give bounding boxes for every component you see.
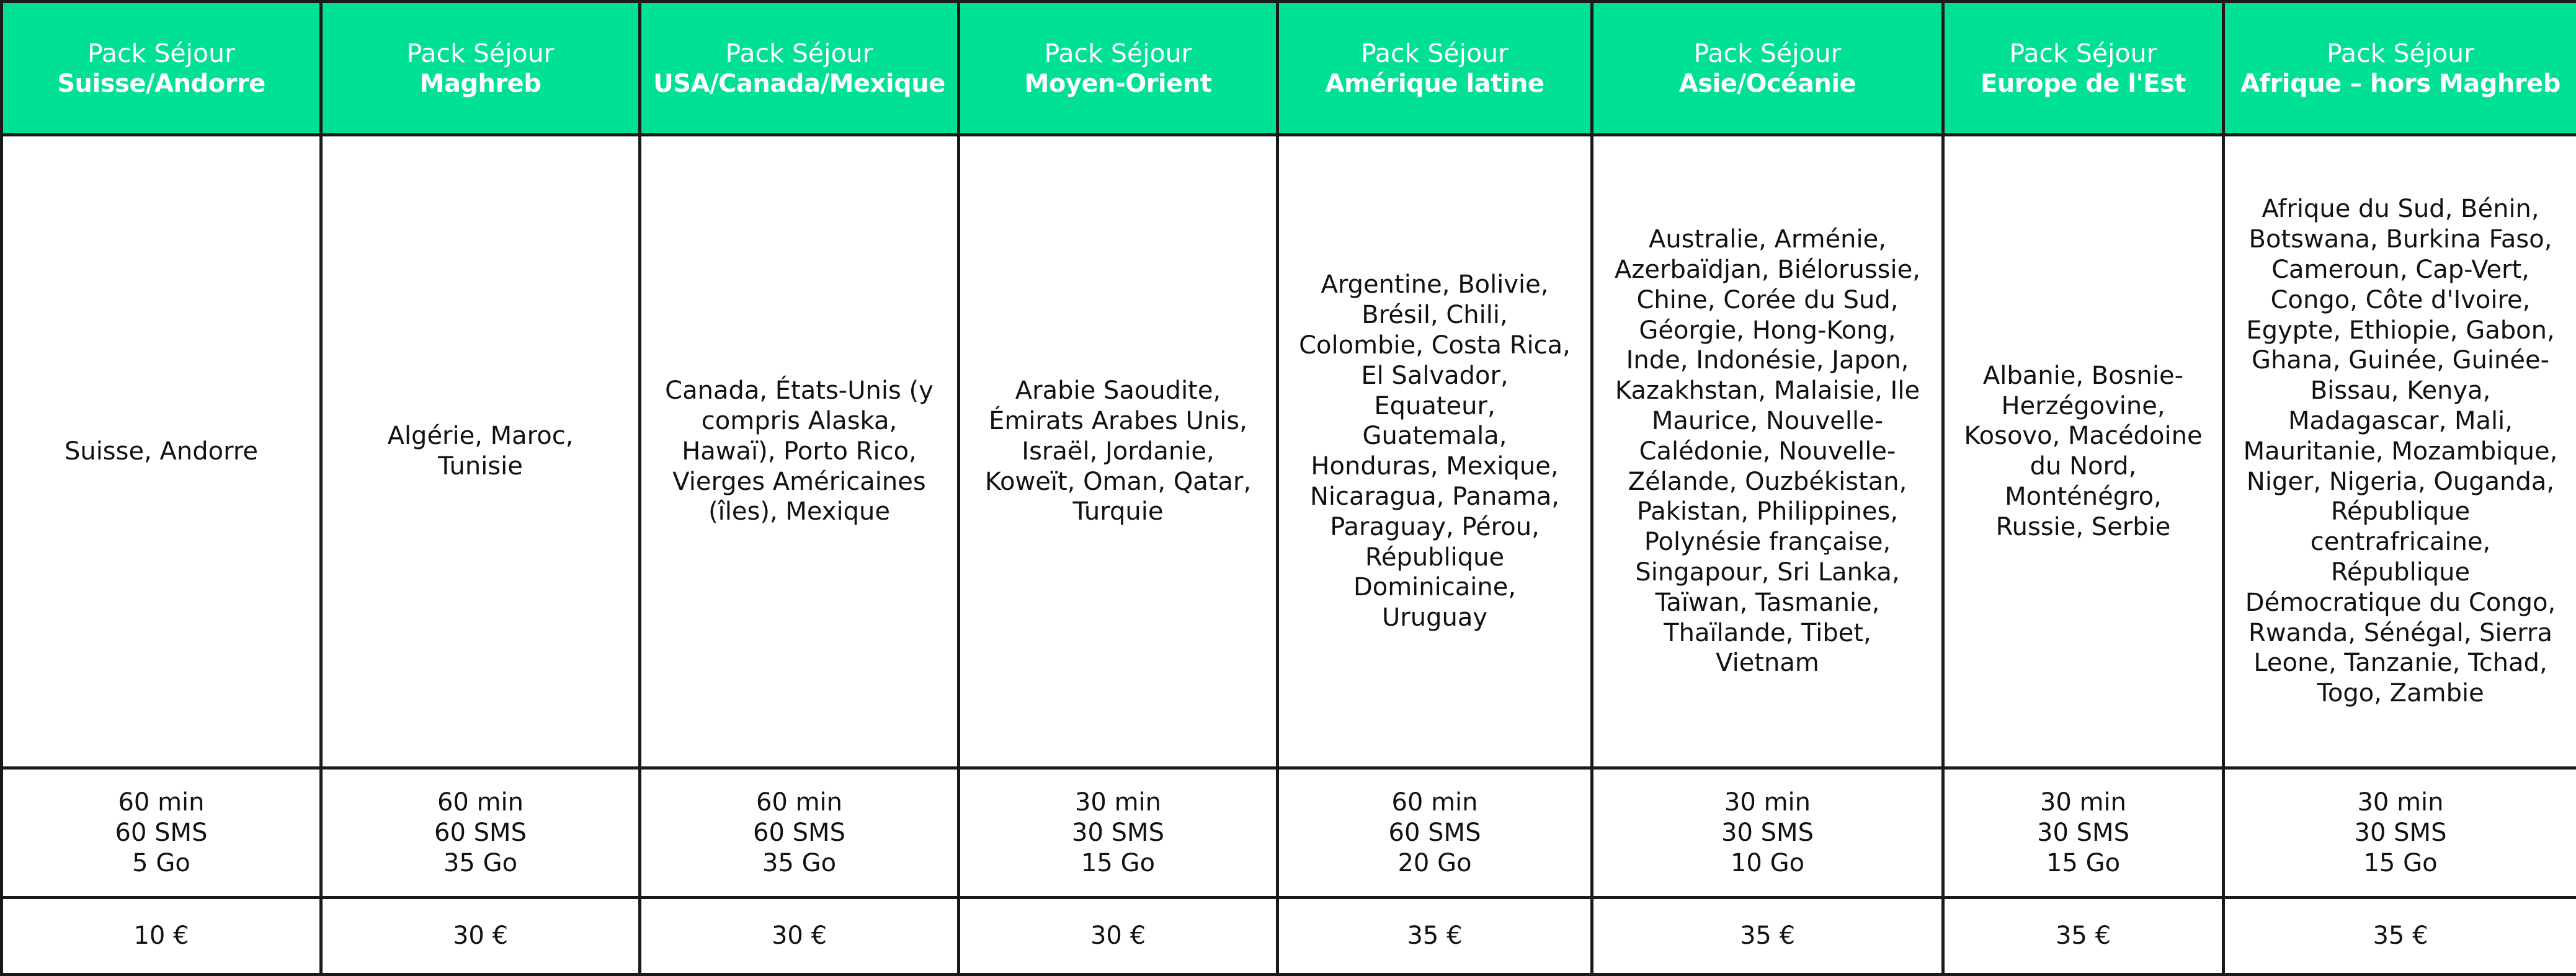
pack-region: USA/Canada/Mexique — [653, 69, 945, 98]
minutes-value: 60 min — [755, 787, 843, 817]
pack-header-suisse-andorre — [2, 2, 321, 135]
pack-region: Amérique latine — [1325, 69, 1544, 98]
data-value: 5 Go — [132, 848, 190, 877]
data-value: 35 Go — [443, 848, 518, 877]
sms-value: 60 SMS — [115, 818, 208, 847]
price-cell: 35 € — [1943, 897, 2224, 974]
countries-row — [2, 135, 2576, 768]
minutes-value: 30 min — [1074, 787, 1162, 817]
pack-header-afrique-hors-maghreb — [2224, 2, 2576, 135]
allowance-cell — [2, 768, 321, 898]
allowance-cell — [2224, 768, 2576, 898]
pack-region: Europe de l'Est — [1980, 69, 2186, 98]
countries-cell: Australie, Arménie, Azerbaïdjan, Biélorussie, Chine, Corée du Sud, Géorgie, Hong-Kong, Inde, Indonésie, Japon, Kazakhstan, Malaisie, Ile Maurice, Nouvelle-Calédonie, Nouvelle-Zélande, Ouzbékistan, Pakistan, Philippines, Polynésie française, Singapour, Sri Lanka, Taïwan, Tasmanie, Thaïlande, Tibet, Vietnam — [1592, 135, 1943, 768]
countries-cell: Argentine, Bolivie, Brésil, Chili, Colombie, Costa Rica, El Salvador, Equateur, Guatemala, Honduras, Mexique, Nicaragua, Panama, Paraguay, Pérou, République Dominicaine, Uruguay — [1278, 135, 1592, 768]
pack-label: Pack Séjour — [1361, 38, 1509, 68]
sms-value: 60 SMS — [1388, 818, 1481, 847]
allowance-row — [2, 768, 2576, 898]
minutes-value: 30 min — [2357, 787, 2444, 817]
pack-region: Maghreb — [419, 69, 541, 98]
price-cell: 30 € — [640, 897, 959, 974]
sms-value: 60 SMS — [434, 818, 527, 847]
price-cell: 35 € — [2224, 897, 2576, 974]
price-row — [2, 897, 2576, 974]
price-cell: 30 € — [959, 897, 1278, 974]
data-value: 15 Go — [1081, 848, 1156, 877]
countries-cell: Canada, États-Unis (y compris Alaska, Hawaï), Porto Rico, Vierges Américaines (îles), Mexique — [640, 135, 959, 768]
price-cell: 10 € — [2, 897, 321, 974]
pack-region: Moyen-Orient — [1024, 69, 1212, 98]
countries-cell: Albanie, Bosnie-Herzégovine, Kosovo, Macédoine du Nord, Monténégro, Russie, Serbie — [1943, 135, 2224, 768]
allowance-cell — [1278, 768, 1592, 898]
data-value: 35 Go — [762, 848, 837, 877]
price-cell: 30 € — [321, 897, 640, 974]
sms-value: 30 SMS — [2354, 818, 2447, 847]
pack-label: Pack Séjour — [1693, 38, 1842, 68]
minutes-value: 60 min — [1391, 787, 1478, 817]
pack-header-asie-oceanie — [1592, 2, 1943, 135]
price-cell: 35 € — [1592, 897, 1943, 974]
pack-header-europe-est — [1943, 2, 2224, 135]
allowance-cell — [1592, 768, 1943, 898]
sms-value: 30 SMS — [2037, 818, 2129, 847]
pack-region: Afrique – hors Maghreb — [2240, 69, 2560, 98]
countries-cell: Algérie, Maroc, Tunisie — [321, 135, 640, 768]
minutes-value: 30 min — [2039, 787, 2127, 817]
price-cell: 35 € — [1278, 897, 1592, 974]
pack-label: Pack Séjour — [2009, 38, 2157, 68]
allowance-cell — [1943, 768, 2224, 898]
data-value: 15 Go — [2046, 848, 2121, 877]
allowance-cell — [321, 768, 640, 898]
sms-value: 30 SMS — [1072, 818, 1164, 847]
data-value: 10 Go — [1730, 848, 1805, 877]
countries-cell: Suisse, Andorre — [2, 135, 321, 768]
pack-header-maghreb — [321, 2, 640, 135]
pack-label: Pack Séjour — [725, 38, 873, 68]
sms-value: 30 SMS — [1721, 818, 1814, 847]
minutes-value: 30 min — [1724, 787, 1811, 817]
minutes-value: 60 min — [437, 787, 524, 817]
pack-header-amerique-latine — [1278, 2, 1592, 135]
data-value: 20 Go — [1397, 848, 1472, 877]
sms-value: 60 SMS — [753, 818, 845, 847]
pack-header-moyen-orient — [959, 2, 1278, 135]
pack-region: Asie/Océanie — [1678, 69, 1856, 98]
pack-region: Suisse/Andorre — [57, 69, 265, 98]
countries-cell: Afrique du Sud, Bénin, Botswana, Burkina Faso, Cameroun, Cap-Vert, Congo, Côte d'Ivoire, Egypte, Ethiopie, Gabon, Ghana, Guinée, Guinée-Bissau, Kenya, Madagascar, Mali, Mauritanie, Mozambique, Niger, Nigeria, Ouganda, République centrafricaine, République Démocratique du Congo, Rwanda, Sénégal, Sierra Leone, Tanzanie, Tchad, Togo, Zambie — [2224, 135, 2576, 768]
header-row — [2, 2, 2576, 135]
minutes-value: 60 min — [118, 787, 205, 817]
countries-cell: Arabie Saoudite, Émirats Arabes Unis, Israël, Jordanie, Koweït, Oman, Qatar, Turquie — [959, 135, 1278, 768]
data-value: 15 Go — [2363, 848, 2438, 877]
pack-label: Pack Séjour — [406, 38, 555, 68]
allowance-cell — [959, 768, 1278, 898]
pack-header-usa-canada-mexique — [640, 2, 959, 135]
pack-label: Pack Séjour — [87, 38, 235, 68]
pack-label: Pack Séjour — [1044, 38, 1192, 68]
allowance-cell — [640, 768, 959, 898]
pack-label: Pack Séjour — [2327, 38, 2474, 68]
